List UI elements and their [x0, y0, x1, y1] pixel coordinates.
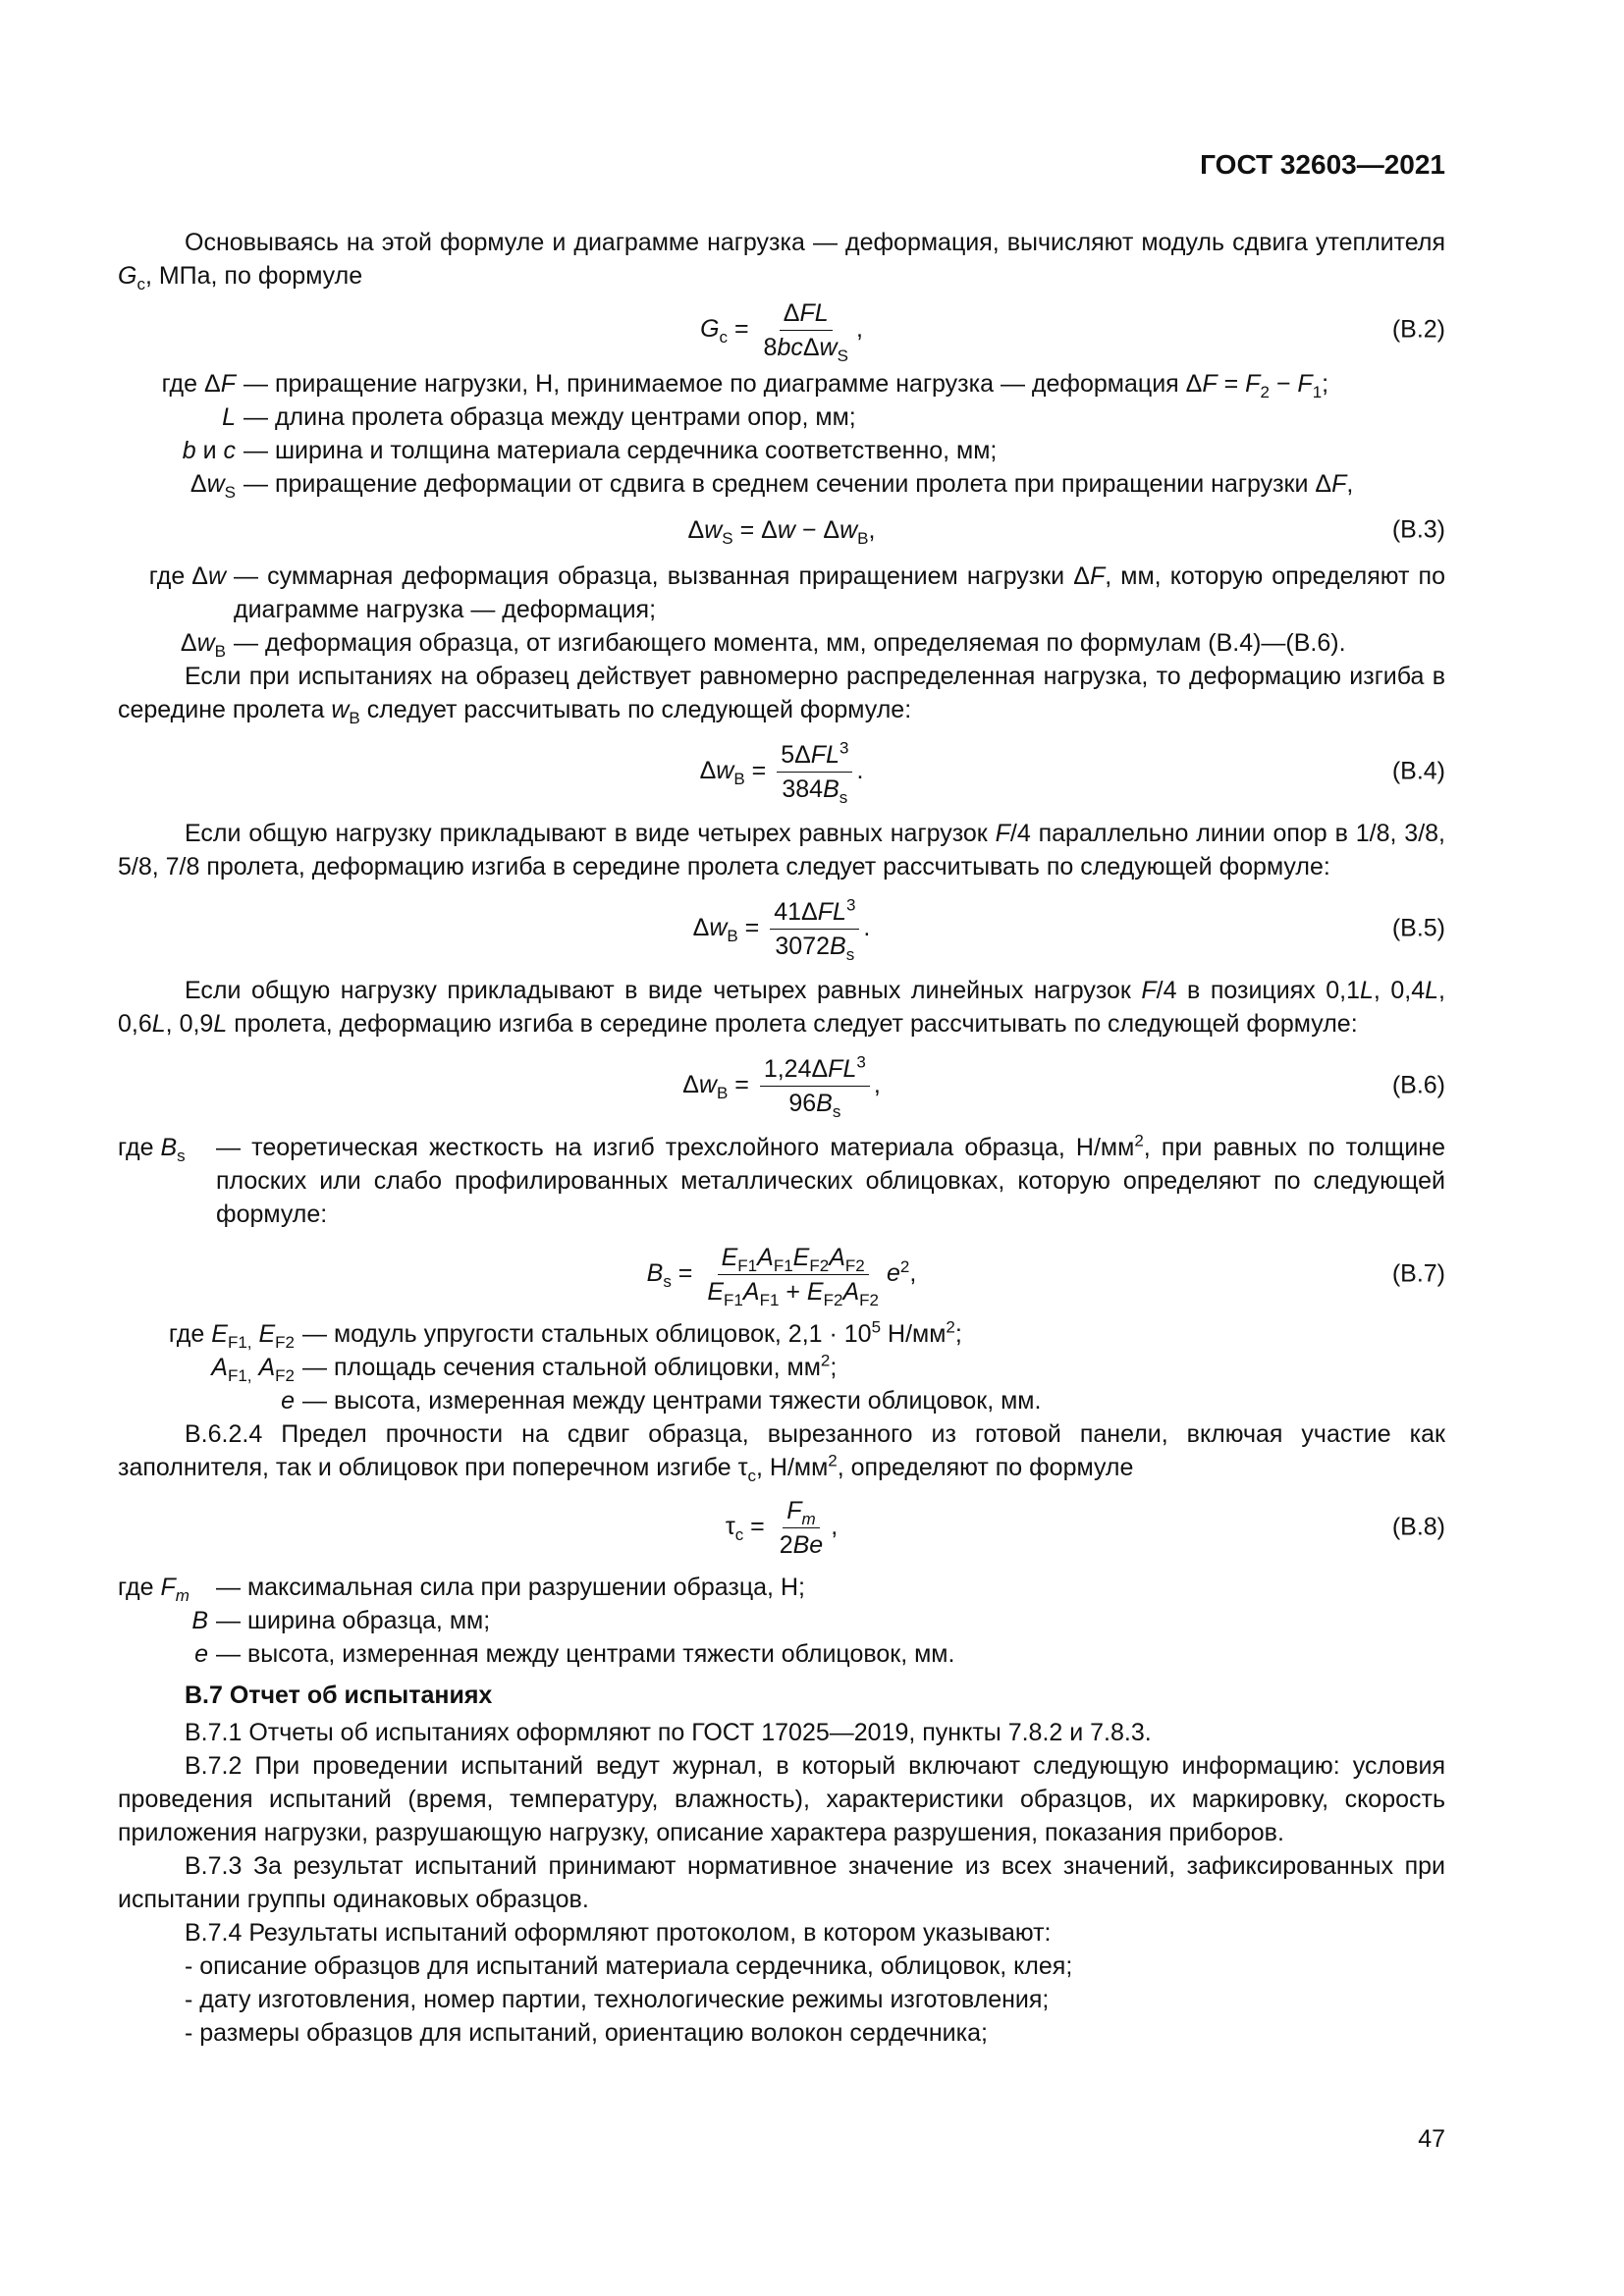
paragraph: Если при испытаниях на образец действует равномерно распределенная нагрузка, то деформацию изгиба в середине пролета $w_B$ следует рассчитывать по следующей формуле: [118, 663, 1445, 727]
equation-b4: $\Delta w_B$ = $\frac{5\Delta FL^3}{384B_s}$ . (В.4) [699, 738, 1445, 807]
definition: B — ширина образца, мм; [191, 1607, 491, 1634]
paragraph: В.7.1 Отчеты об испытаниях оформляют по ГОСТ 17025—2019, пункты 7.8.2 и 7.8.3. [185, 1719, 1152, 1746]
equation-b3: $\Delta w_S = \Delta w - \Delta w_B$, (В.3) [687, 515, 1445, 548]
list-item: - дату изготовления, номер партии, технологические режимы изготовления; [185, 1986, 1050, 2013]
paragraph: Основываясь на этой формуле и диаграмме нагрузка — деформация, вычисляют модуль сдвига утеплителя $G_c$, МПа, по формуле [118, 229, 1445, 294]
paragraph: В.7.3 За результат испытаний принимают нормативное значение из всех значений, зафиксированных при испытании группы одинаковых образцов. [118, 1852, 1445, 1913]
equation-b2: $G_c$ = $\frac{\text{ΔFL}}{8bc\Delta w_S}$ , (В.2) [700, 298, 1445, 365]
paragraph: Если общую нагрузку прикладывают в виде четырех равных линейных нагрузок F/4 в позициях 0,1L, 0,4L, 0,6L, 0,9L пролета, деформацию изгиба в середине пролета следует рассчитывать по следующей формуле: [118, 977, 1445, 1038]
paragraph: Если общую нагрузку прикладывают в виде четырех равных нагрузок F/4 параллельно линии опор в 1/8, 3/8, 5/8, 7/8 пролета, деформацию изгиба в середине пролета следует рассчитывать по следующей формуле: [118, 820, 1446, 881]
list-item: - размеры образцов для испытаний, ориентацию волокон сердечника; [185, 2019, 988, 2047]
equation-b7: $B_s$ = $\frac{E_{F1}A_{F1}E_{F2}A_{F2}}{E_{F1}A_{F1} + E_{F2}A_{F2}}$ $e^2$, (В.7) [646, 1243, 1445, 1309]
definition: e — высота, измеренная между центрами тяжести облицовок, мм. [281, 1387, 1042, 1415]
paragraph: В.7.2 При проведении испытаний ведут журнал, в который включают следующую информацию: условия проведения испытаний (время, температуру, влажность), характеристики образцов, их маркировку, скорость приложения нагрузки, разрушающую нагрузку, описание характера разрушения, показания приборов. [118, 1752, 1445, 1846]
definition: $A_{F1,}$ $A_{F2}$ — площадь сечения стальной облицовки, $мм^2$; [211, 1351, 838, 1385]
definition: где Δw — суммарная деформация образца, вызванная приращением нагрузки ΔF, мм, которую определяют по диаграмме нагрузка — деформация; [148, 562, 1445, 623]
paragraph: В.7.4 Результаты испытаний оформляют протоколом, в котором указывают: [185, 1919, 1052, 1947]
definition: b и c — ширина и толщина материала сердечника соответственно, мм; [182, 437, 998, 464]
definition: где $B_s$ — теоретическая жесткость на изгиб трехслойного материала образца, $Н/мм^2$, при равных по толщине плоских или слабо профилированных металлических облицовках, которую определяют по следующей формуле: [118, 1131, 1445, 1228]
definition: $\Delta w_S$ — приращение деформации от сдвига в среднем сечении пролета при приращении нагрузки ΔF, [189, 470, 1354, 502]
body [118, 226, 1445, 2050]
equation-b5: $\Delta w_B$ = $\frac{41\Delta FL^3}{3072B_s}$ . (В.5) [692, 895, 1445, 964]
document-id: ГОСТ 32603—2021 [1200, 149, 1445, 180]
definition: $\Delta w_B$ — деформация образца, от изгибающего момента, мм, определяемая по формулам (В.4)—(В.6). [180, 629, 1346, 661]
definition: где $E_{F1,}$ $E_{F2}$ — модуль упругости стальных облицовок, $2,1 \cdot 10^5$ $Н/мм^2$; [168, 1317, 962, 1352]
list-item: - описание образцов для испытаний материала сердечника, облицовок, клея; [185, 1952, 1073, 1980]
paragraph: В.6.2.4 Предел прочности на сдвиг образца, вырезанного из готовой панели, включая участие как заполнителя, так и облицовок при поперечном изгибе $\tau_c$, $Н/мм^2$, определяют по формуле [118, 1420, 1445, 1485]
definition: e — высота, измеренная между центрами тяжести облицовок, мм. [194, 1640, 955, 1668]
section-heading: В.7 Отчет об испытаниях [185, 1682, 493, 1709]
definition: L — длина пролета образца между центрами опор, мм; [222, 403, 856, 431]
page-number: 47 [1418, 2125, 1445, 2153]
equation-b6: $\Delta w_B$ = $\frac{1,24\Delta FL^3}{96B_s}$ , (В.6) [682, 1052, 1445, 1121]
definition: где $F_m$ — максимальная сила при разрушении образца, Н; [118, 1574, 805, 1605]
definition: где ΔF — приращение нагрузки, Н, принимаемое по диаграмме нагрузка — деформация $\Delta F = F_2 - F_1$; [161, 370, 1329, 401]
equation-b8: $\tau_c$ = $\frac{F_m}{2Be}$ , (В.8) [725, 1496, 1445, 1559]
